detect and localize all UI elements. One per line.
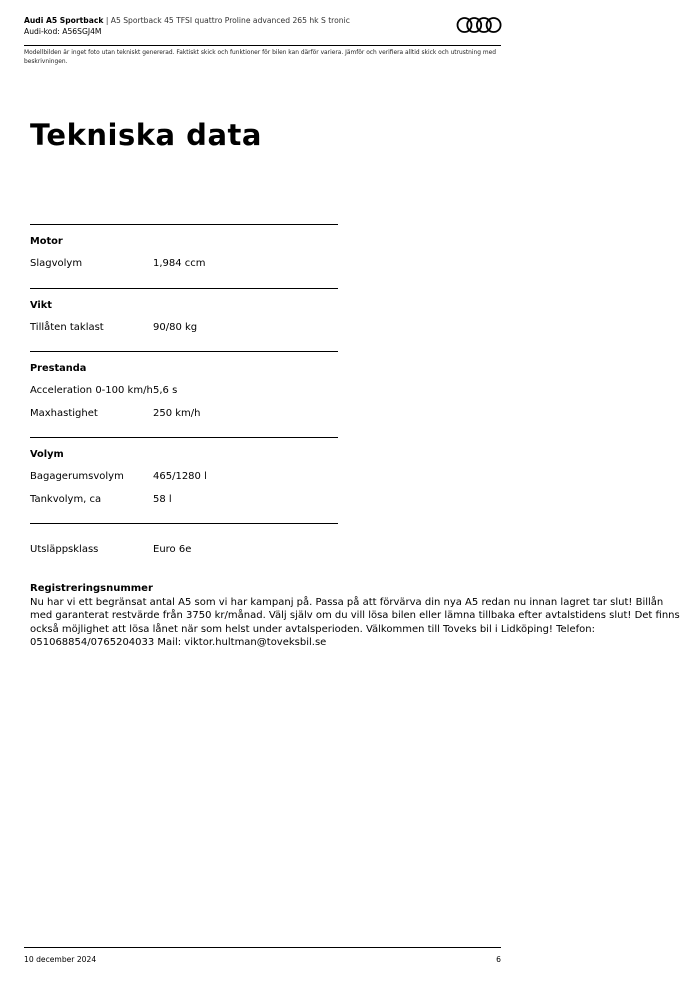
spec-value: 250 km/h [153, 407, 201, 419]
spec-row [30, 407, 338, 421]
spec-value: 90/80 kg [153, 321, 198, 333]
spec-label: Acceleration 0-100 km/h [30, 385, 153, 396]
spec-value: 465/1280 l [153, 471, 207, 482]
disclaimer-text: Modellbilden är inget foto utan tekniskt genererad. Faktiskt skick och funktioner för bilen kan därför variera. Jämför och verifiera alltid skick och utrustning med beskrivningen. [24, 50, 496, 66]
audi-code-label: Audi-kod: [24, 26, 60, 36]
spec-value: Euro 6e [153, 544, 192, 555]
spec-value: 1,984 ccm [153, 258, 206, 269]
spec-row [30, 321, 338, 335]
spec-row [30, 470, 338, 484]
footer-date: 10 december 2024 [24, 955, 97, 964]
model-name: Audi A5 Sportback [24, 16, 104, 25]
document-footer [24, 955, 501, 964]
spec-row [30, 384, 338, 398]
header-divider [24, 45, 501, 46]
header-model-line: Audi A5 Sportback | A5 Sportback 45 TFSI quattro Proline advanced 265 hk S tronic [24, 16, 350, 25]
spec-value: 5,6 s [153, 385, 178, 396]
header-code-line [24, 27, 502, 38]
spec-row [30, 257, 338, 271]
spec-label: Tillåten taklast [30, 321, 104, 333]
spec-label: Bagagerumsvolym [30, 471, 124, 482]
spec-section-emission [30, 523, 338, 574]
audi-code-value: A56SGJ4M [62, 26, 102, 36]
section-title: Vikt [30, 299, 52, 311]
registration-text: Nu har vi ett begränsat antal A5 som vi har kampanj på. Passa på att förvärva din nya A5 redan nu innan lagret tar slut! Billån med garanterat restvärde från 3750 kr/månad. Välj själv om du vill lösa bilen eller lämna tillbaka efter avtalstidens slut! Det finns också möjlighet att lösa lånet när som helst under avtalsperioden. Välkommen till Toveks bil i Lidköping! Telefon: 051068854/0765204033 Mail: viktor.hultman@toveksbil.se [30, 596, 680, 648]
spec-section-motor [30, 224, 338, 288]
spec-label: Maxhastighet [30, 407, 98, 419]
section-title: Motor [30, 236, 63, 247]
page-title: Tekniska data [30, 118, 262, 152]
document-header [24, 16, 502, 37]
spec-label: Slagvolym [30, 258, 83, 269]
spec-section-vikt [30, 288, 338, 352]
section-title: Prestanda [30, 363, 87, 374]
section-title: Volym [30, 449, 64, 460]
registration-block [30, 582, 680, 650]
audi-four-rings-icon [456, 16, 502, 34]
registration-title: Registreringsnummer [30, 583, 153, 594]
spec-row [30, 543, 338, 557]
spec-section-prestanda [30, 351, 338, 437]
page-number: 6 [496, 955, 501, 964]
variant-name: A5 Sportback 45 TFSI quattro Proline advanced 265 hk S tronic [110, 16, 350, 25]
spec-value: 58 l [153, 493, 172, 505]
spec-table [30, 224, 338, 574]
spec-section-volym [30, 437, 338, 523]
footer-divider [24, 947, 501, 948]
spec-row [30, 493, 338, 507]
spec-label: Utsläppsklass [30, 544, 99, 555]
spec-label: Tankvolym, ca [30, 493, 102, 505]
